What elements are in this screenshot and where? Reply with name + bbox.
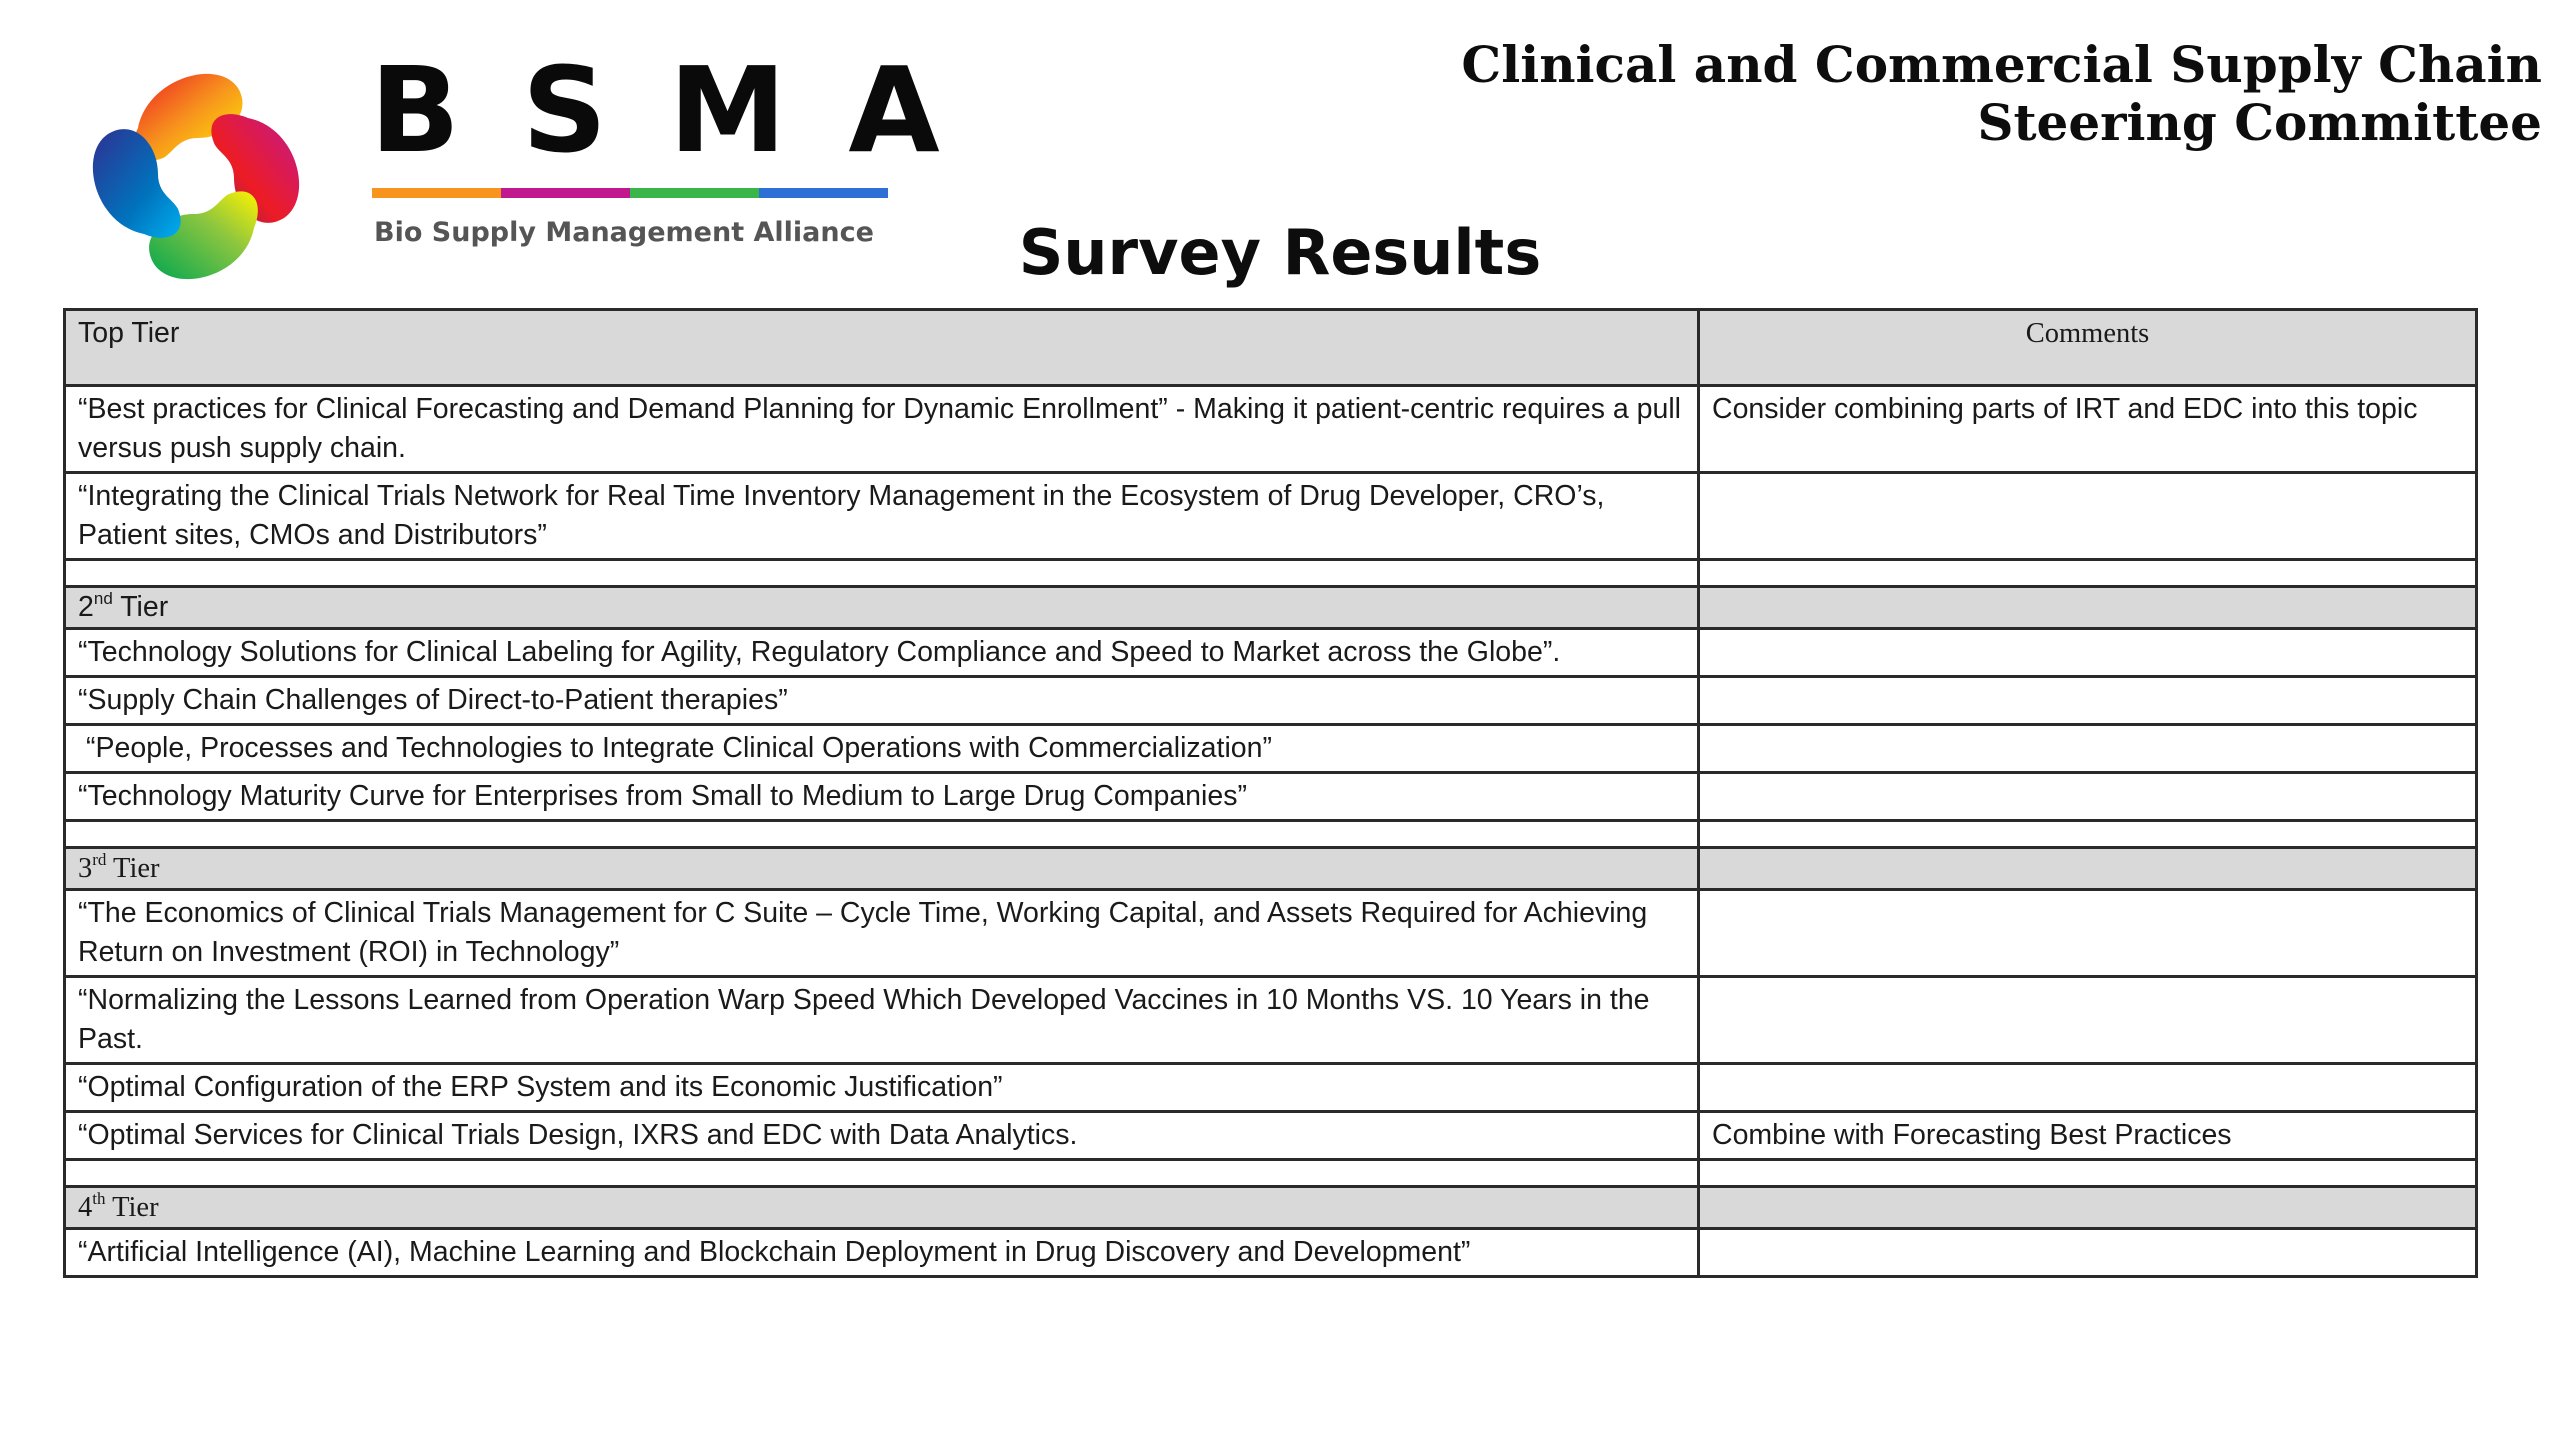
logo-rule-segment-blue [759, 188, 888, 198]
table-row [65, 1229, 2477, 1277]
tier-number: 4 [78, 1192, 93, 1223]
spacer-cell [65, 560, 1699, 587]
topic-cell: “Integrating the Clinical Trials Network for Real Time Inventory Management in the Ecosystem of Drug Developer, CRO’s, Patient sites, CMOs and Distributors” [65, 473, 1699, 560]
tier-comment-cell [1699, 587, 2477, 629]
table-row [65, 473, 2477, 560]
comment-cell: Consider combining parts of IRT and EDC into this topic [1699, 386, 2477, 473]
tier-suffix: nd [93, 589, 113, 608]
topic-cell: “Normalizing the Lessons Learned from Operation Warp Speed Which Developed Vaccines in 10 Months VS. 10 Years in the Past. [65, 977, 1699, 1064]
comment-cell: Combine with Forecasting Best Practices [1699, 1112, 2477, 1160]
topic-cell: “People, Processes and Technologies to Integrate Clinical Operations with Commercialization” [65, 725, 1699, 773]
spacer-cell [65, 821, 1699, 848]
tier-label-3 [65, 848, 1699, 890]
committee-heading-line-1: Clinical and Commercial Supply Chain [1461, 35, 2542, 94]
table-row [65, 677, 2477, 725]
tier-label-4 [65, 1187, 1699, 1229]
comment-cell [1699, 473, 2477, 560]
topic-cell: “The Economics of Clinical Trials Management for C Suite – Cycle Time, Working Capital, and Assets Required for Achieving Return on Investment (ROI) in Technology” [65, 890, 1699, 977]
logo-color-rule [372, 188, 888, 198]
tier-comment-cell [1699, 1187, 2477, 1229]
spacer-cell [65, 1160, 1699, 1187]
tier-word: Tier [120, 591, 169, 623]
table-row [65, 629, 2477, 677]
comment-cell [1699, 677, 2477, 725]
comment-cell [1699, 1064, 2477, 1112]
topic-cell: “Technology Maturity Curve for Enterprises from Small to Medium to Large Drug Companies” [65, 773, 1699, 821]
table-header-row [65, 310, 2477, 386]
tier-header-row-4 [65, 1187, 2477, 1229]
column-header-comments: Comments [1699, 310, 2477, 386]
logo-tagline: Bio Supply Management Alliance [374, 217, 874, 248]
topic-cell: “Supply Chain Challenges of Direct-to-Patient therapies” [65, 677, 1699, 725]
topic-cell: “Best practices for Clinical Forecasting and Demand Planning for Dynamic Enrollment” - Making it patient-centric requires a pull versus push supply chain. [65, 386, 1699, 473]
table-row [65, 1064, 2477, 1112]
table-row [65, 386, 2477, 473]
comment-cell [1699, 773, 2477, 821]
spacer-row [65, 560, 2477, 587]
tier-number: 3 [78, 853, 93, 884]
spacer-row [65, 821, 2477, 848]
table-row [65, 773, 2477, 821]
comment-cell [1699, 725, 2477, 773]
tier-suffix: th [92, 1189, 106, 1208]
table-row [65, 977, 2477, 1064]
page-title: Survey Results [1018, 216, 1542, 289]
tier-word: Tier [113, 853, 160, 884]
table-row [65, 890, 2477, 977]
logo-rule-segment-orange [372, 188, 501, 198]
comment-cell [1699, 629, 2477, 677]
spacer-row [65, 1160, 2477, 1187]
logo-wordmark: BSMA [370, 41, 1002, 179]
topic-cell: “Technology Solutions for Clinical Labeling for Agility, Regulatory Compliance and Speed to Market across the Globe”. [65, 629, 1699, 677]
tier-number: 2 [78, 591, 94, 623]
survey-results-table [63, 308, 2478, 1278]
tier-header-row-2 [65, 587, 2477, 629]
spacer-cell [1699, 1160, 2477, 1187]
topic-cell: “Artificial Intelligence (AI), Machine Learning and Blockchain Deployment in Drug Discovery and Development” [65, 1229, 1699, 1277]
tier-word: Tier [112, 1192, 159, 1223]
tier-header-row-3 [65, 848, 2477, 890]
column-header-top-tier: Top Tier [65, 310, 1699, 386]
tier-label-2 [65, 587, 1699, 629]
table-row [65, 725, 2477, 773]
spacer-cell [1699, 821, 2477, 848]
table-row [65, 1112, 2477, 1160]
committee-heading-line-2: Steering Committee [1977, 93, 2542, 152]
topic-cell: “Optimal Configuration of the ERP System and its Economic Justification” [65, 1064, 1699, 1112]
comment-cell [1699, 1229, 2477, 1277]
tier-comment-cell [1699, 848, 2477, 890]
tier-suffix: rd [92, 850, 107, 869]
logo-rule-segment-green [630, 188, 759, 198]
logo-rule-segment-magenta [501, 188, 630, 198]
topic-cell: “Optimal Services for Clinical Trials Design, IXRS and EDC with Data Analytics. [65, 1112, 1699, 1160]
comment-cell [1699, 977, 2477, 1064]
comment-cell [1699, 890, 2477, 977]
spacer-cell [1699, 560, 2477, 587]
committee-heading [1461, 36, 2542, 152]
